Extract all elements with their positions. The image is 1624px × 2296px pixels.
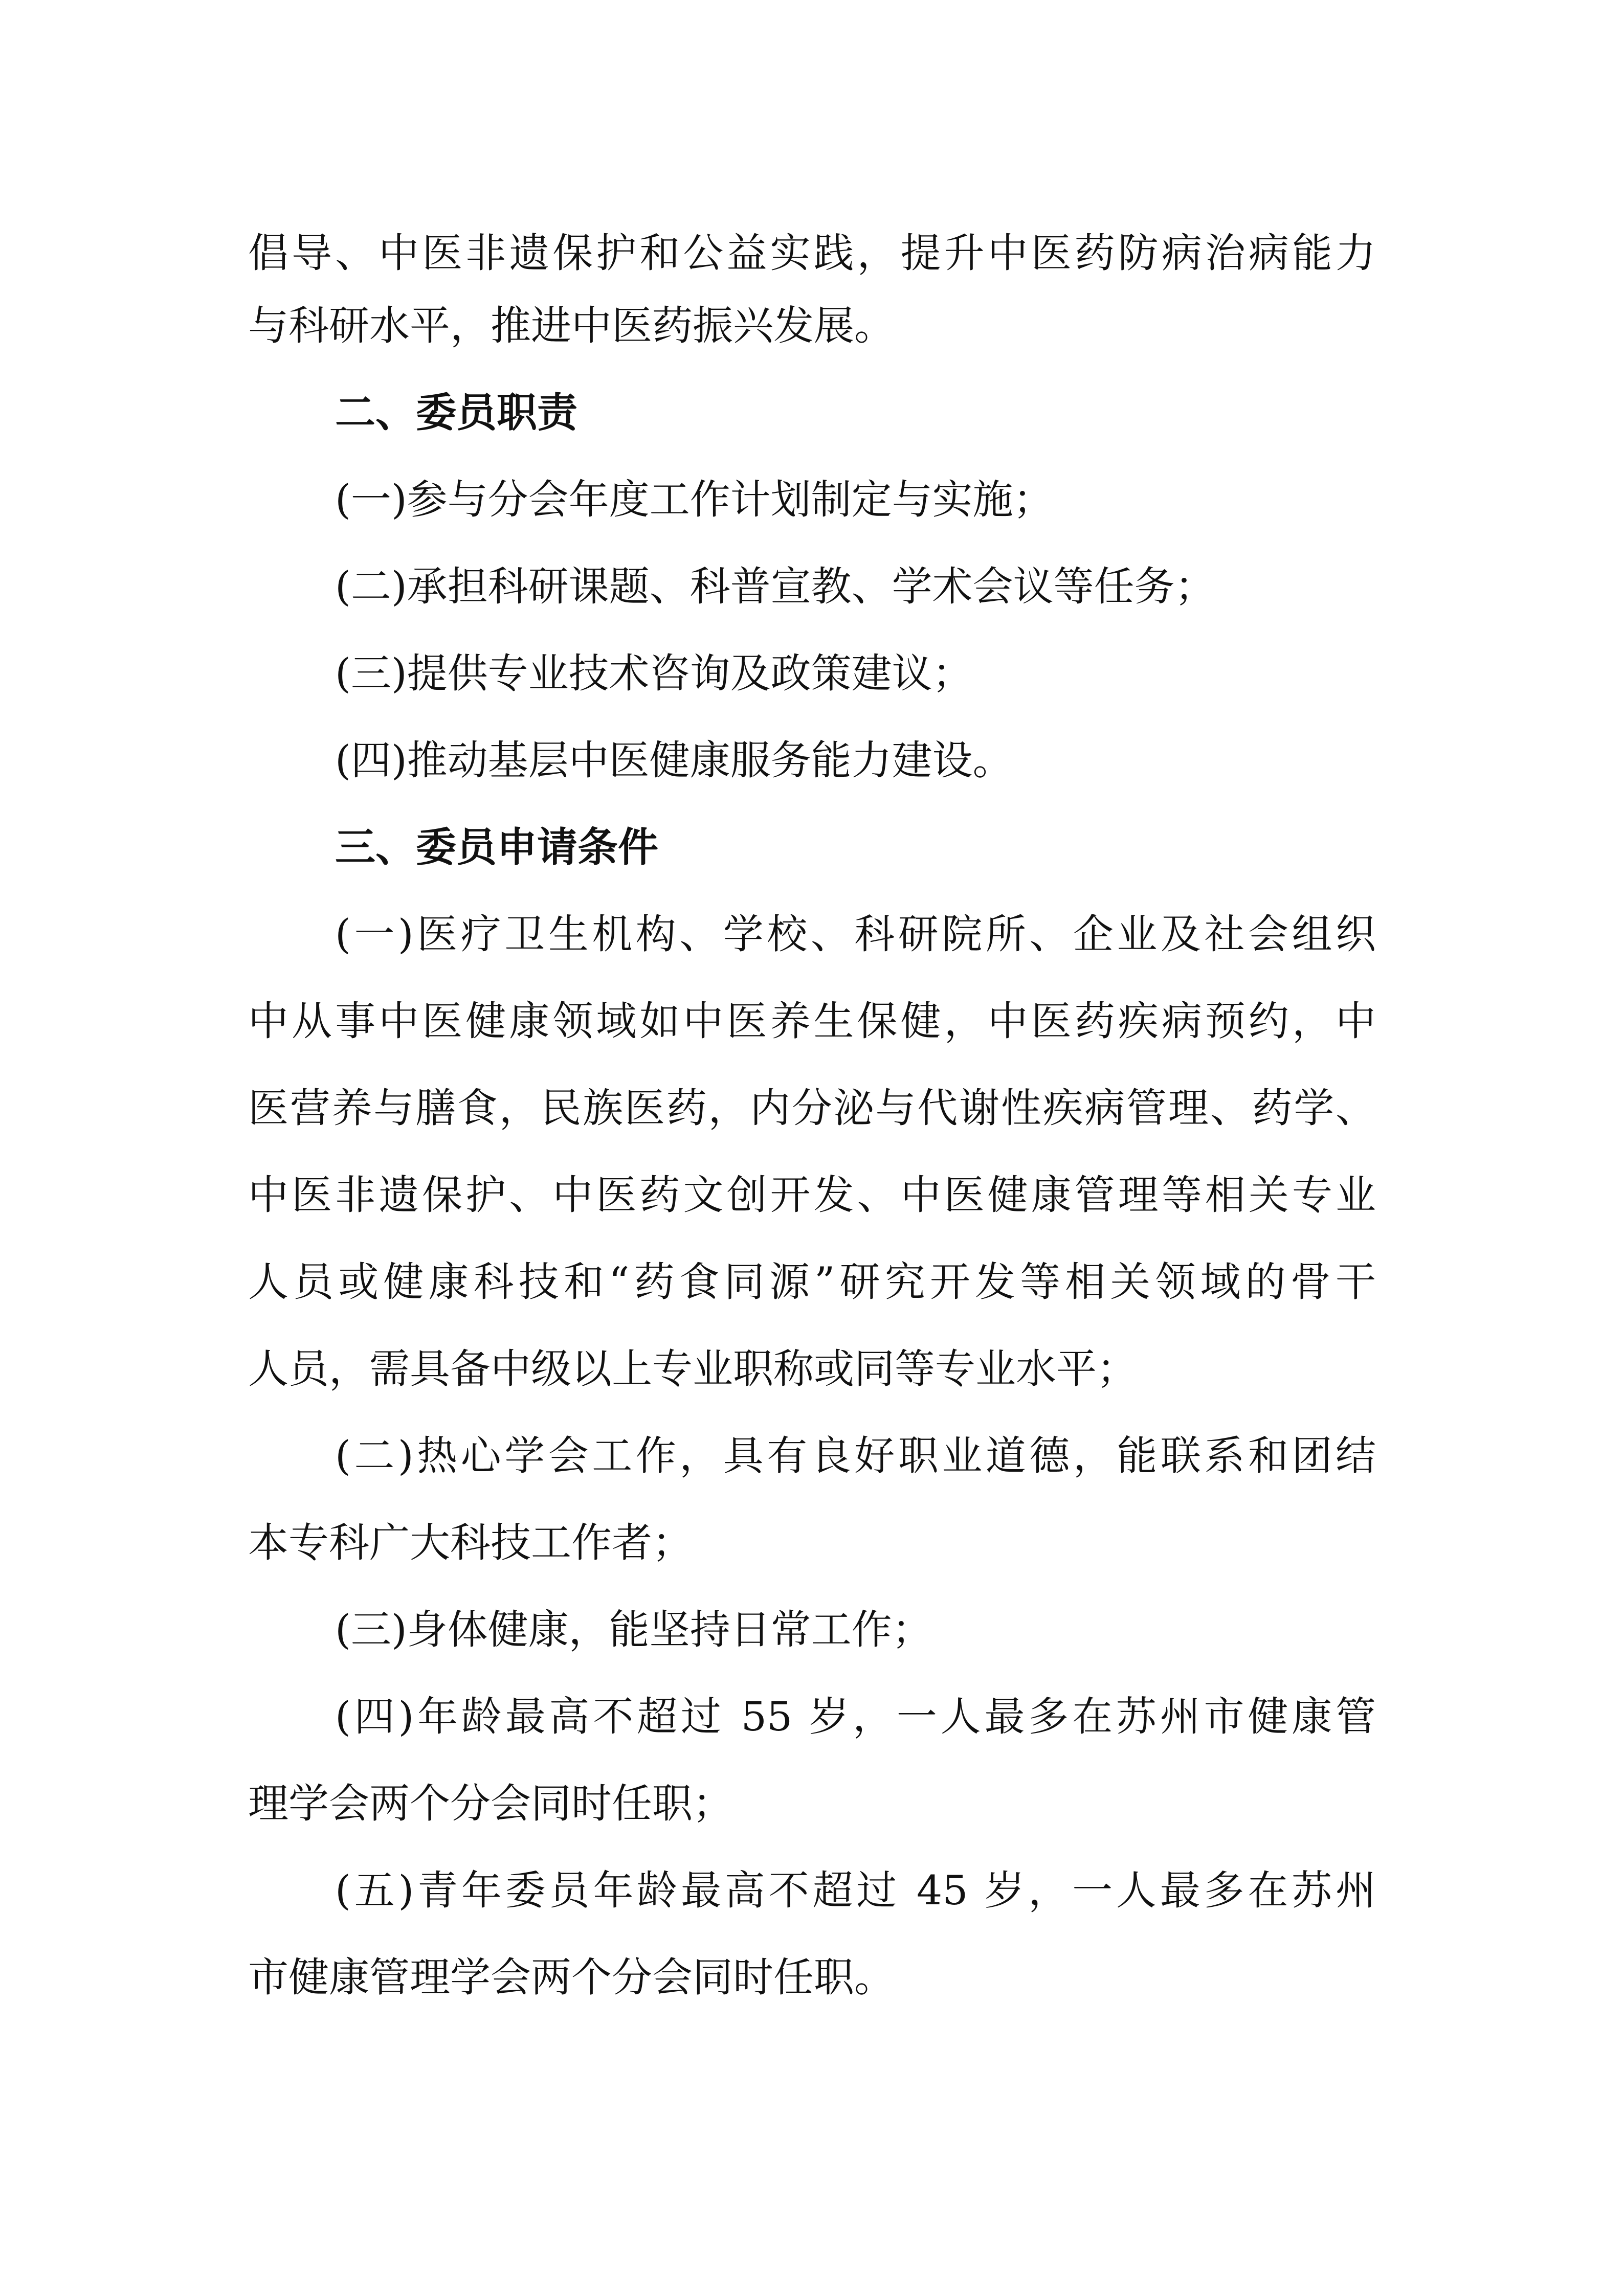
- list-item: (二)承担科研课题、科普宣教、学术会议等任务；: [335, 563, 1215, 610]
- paragraph-line: 倡导、中医非遗保护和公益实践，提升中医药防病治病能力: [248, 230, 1376, 277]
- paragraph-line: 与科研水平，推进中医药振兴发展。: [248, 302, 895, 349]
- paragraph-line: 人员，需具备中级以上专业职称或同等专业水平；: [248, 1345, 1137, 1392]
- section-heading: 二、委员职责: [335, 389, 577, 436]
- section-heading: 三、委员申请条件: [335, 824, 658, 871]
- paragraph-line: 人员或健康科技和“药食同源”研究开发等相关领域的骨干: [248, 1258, 1376, 1305]
- list-item: (四)推动基层中医健康服务能力建设。: [335, 737, 1013, 784]
- paragraph-line: 市健康管理学会两个分会同时任职。: [248, 1954, 895, 2001]
- paragraph-line: 本专科广大科技工作者；: [248, 1519, 693, 1566]
- list-item: (四)年龄最高不超过 55 岁，一人最多在苏州市健康管: [335, 1693, 1376, 1740]
- list-item: (一)参与分会年度工作计划制定与实施；: [335, 476, 1054, 523]
- list-item: (二)热心学会工作，具有良好职业道德，能联系和团结: [335, 1432, 1376, 1479]
- paragraph-line: 中医非遗保护、中医药文创开发、中医健康管理等相关专业: [248, 1172, 1376, 1219]
- list-item: (三)提供专业技术咨询及政策建议；: [335, 650, 973, 697]
- paragraph-line: 理学会两个分会同时任职；: [248, 1780, 733, 1827]
- list-item: (一)医疗卫生机构、学校、科研院所、企业及社会组织: [335, 911, 1376, 958]
- list-item: (五)青年委员年龄最高不超过 45 岁，一人最多在苏州: [335, 1867, 1376, 1914]
- paragraph-line: 医营养与膳食，民族医药，内分泌与代谢性疾病管理、药学、: [248, 1085, 1376, 1132]
- list-item: (三)身体健康，能坚持日常工作；: [335, 1606, 932, 1653]
- paragraph-line: 中从事中医健康领域如中医养生保健，中医药疾病预约，中: [248, 998, 1376, 1045]
